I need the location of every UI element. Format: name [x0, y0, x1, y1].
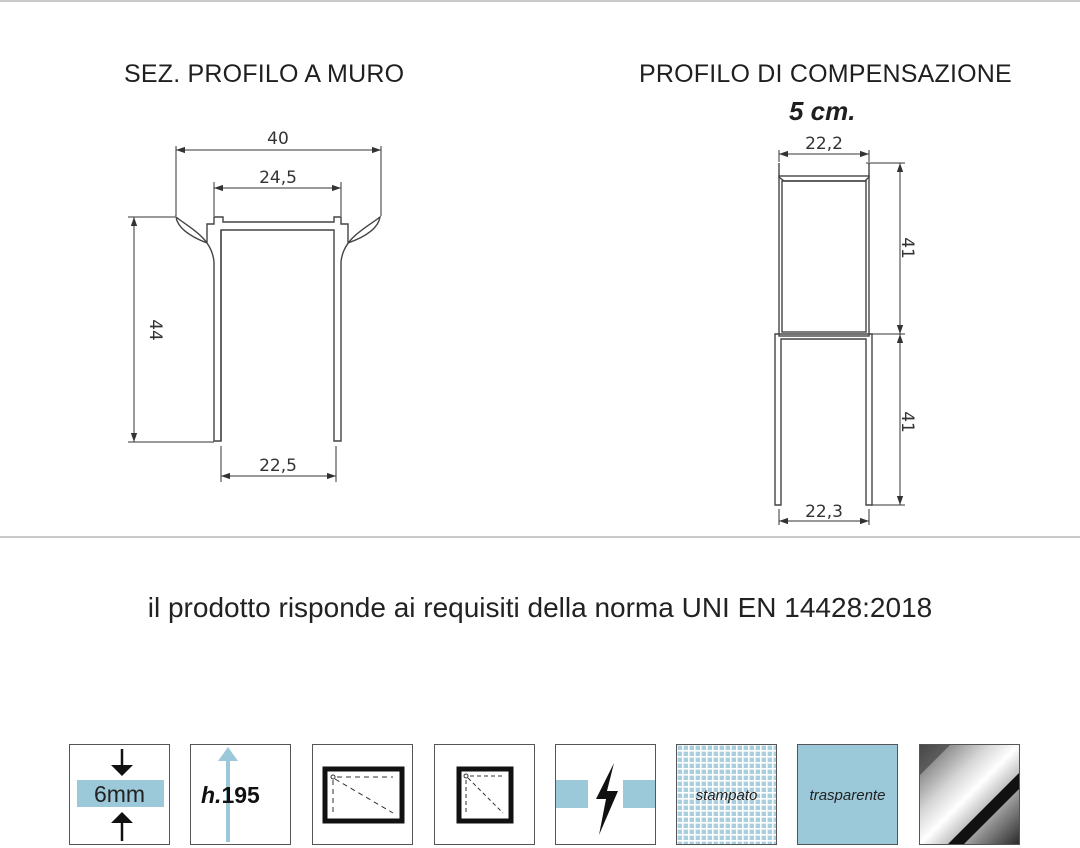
right-profile-subtitle: 5 cm. [789, 96, 856, 126]
left-profile-title: SEZ. PROFILO A MURO [124, 60, 405, 88]
dim-comp-bottom-width: 22,3 [805, 502, 843, 522]
height-icon [190, 744, 291, 845]
feature-icons [69, 744, 1024, 847]
section-divider [0, 536, 1080, 538]
wall-profile-section [176, 217, 380, 441]
thickness-label: 6mm [93, 781, 146, 807]
dim-height: 44 [145, 319, 165, 341]
mirror-finish-icon [919, 744, 1020, 845]
height-prefix: h. [201, 782, 222, 808]
dim-top-width: 24,5 [259, 168, 297, 188]
square-frame-icon [434, 744, 535, 845]
wide-frame-icon [312, 744, 413, 845]
printed-glass-icon [676, 744, 777, 845]
transparent-glass-icon [797, 744, 898, 845]
dim-comp-top-width: 22,2 [805, 134, 843, 154]
norm-compliance-text: il prodotto risponde ai requisiti della norma UNI EN 14428:2018 [147, 592, 933, 623]
dim-comp-upper-height: 41 [897, 237, 917, 259]
printed-glass-label: stampato [695, 787, 758, 804]
height-value: 195 [221, 782, 260, 808]
dim-outer-width: 40 [267, 129, 289, 149]
dim-comp-lower-height: 41 [897, 411, 917, 433]
right-profile-title: PROFILO DI COMPENSAZIONE [639, 60, 1012, 88]
compensation-profile [775, 163, 872, 505]
glass-thickness-icon [69, 744, 170, 845]
transparent-glass-label: trasparente [809, 787, 886, 804]
dim-bottom-width: 22,5 [259, 456, 297, 476]
lightning-icon [555, 744, 656, 845]
